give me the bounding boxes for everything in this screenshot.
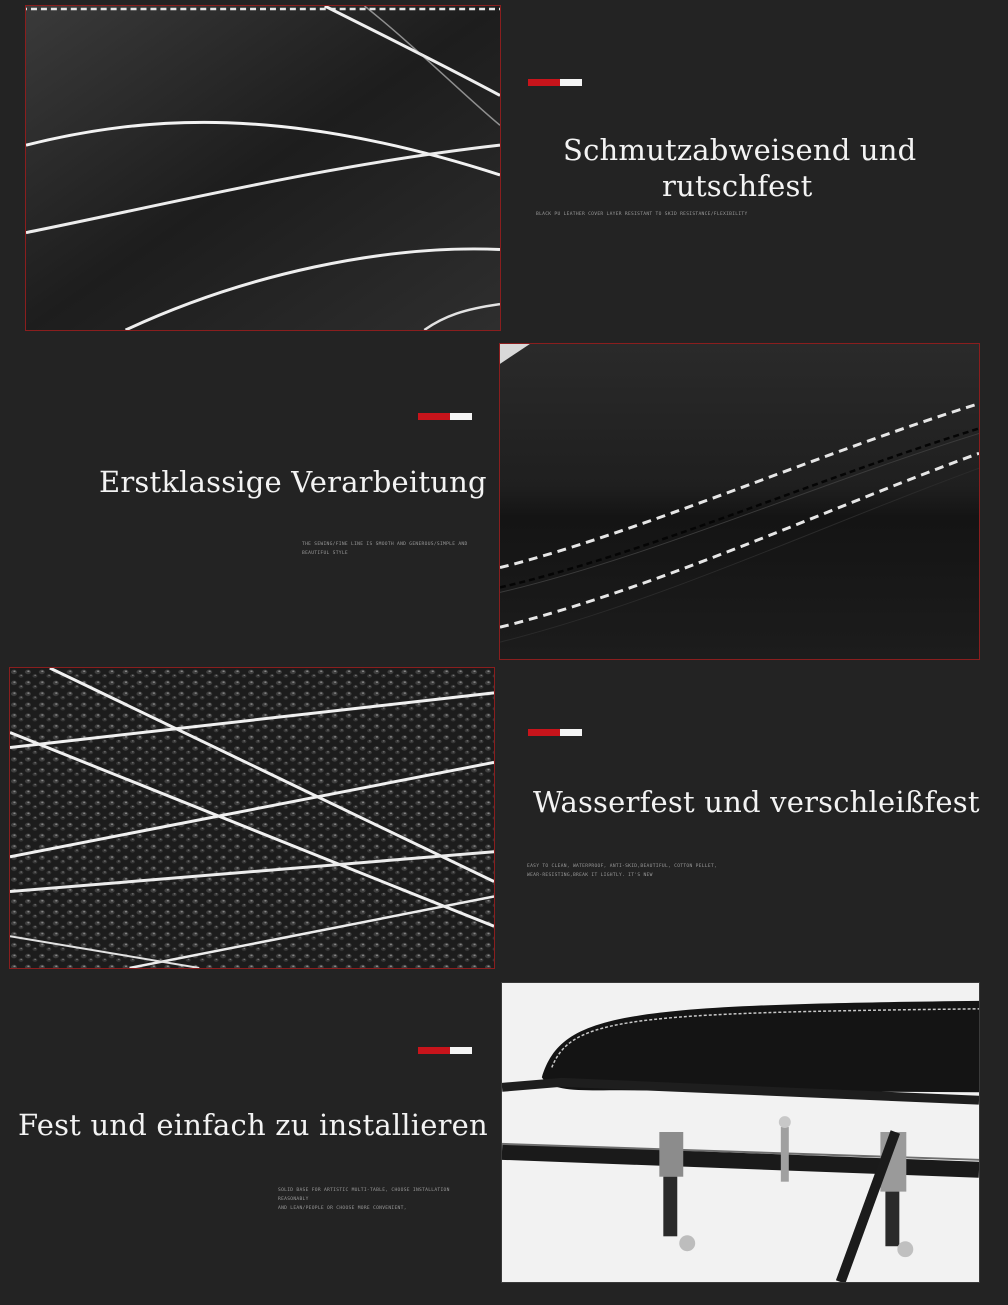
water-droplets-image (9, 667, 495, 969)
leather-stitching-illustration (500, 344, 979, 659)
accent-bar (418, 1047, 472, 1054)
accent-bar (528, 79, 582, 86)
saddle-rack-illustration (502, 983, 979, 1282)
section-title: Fest und einfach zu installieren (18, 1108, 488, 1142)
accent-bar (418, 413, 472, 420)
section-fine-print: EASY TO CLEAN, WATERPROOF, ANTI-SKID,BEAUTIFUL, COTTON PELLET, WEAR-RESISTING,BREAK IT LIGHTLY. IT'S NEW (527, 864, 718, 878)
water-droplets-illustration (10, 668, 494, 968)
section-fine-print: THE SEWING/FINE LINE IS SMOOTH AND GENEROUS/SIMPLE AND BEAUTIFUL STYLE (302, 542, 468, 556)
section-title-line2: rutschfest (662, 169, 813, 203)
section-title-line1: Schmutzabweisend und (563, 133, 917, 167)
section-fine-print: SOLID BASE FOR ARTISTIC MULTI-TABLE, CHOOSE INSTALLATION REASONABLY AND LEAN/PEOPLE OR CHOOSE MORE CONVENIENT, (278, 1188, 450, 1211)
leather-curves-illustration (26, 6, 500, 330)
section-title (563, 132, 943, 204)
saddle-rack-image (501, 982, 980, 1283)
accent-bar (528, 729, 582, 736)
leather-curves-image (25, 5, 501, 331)
section-title: Erstklassige Verarbeitung (99, 465, 487, 499)
leather-stitching-image (499, 343, 980, 660)
section-fine-print: BLACK PU LEATHER COVER LAYER RESISTANT TO SKID RESISTANCE/FLEXIBILITY (536, 212, 748, 217)
section-title: Wasserfest und verschleißfest (533, 785, 980, 819)
